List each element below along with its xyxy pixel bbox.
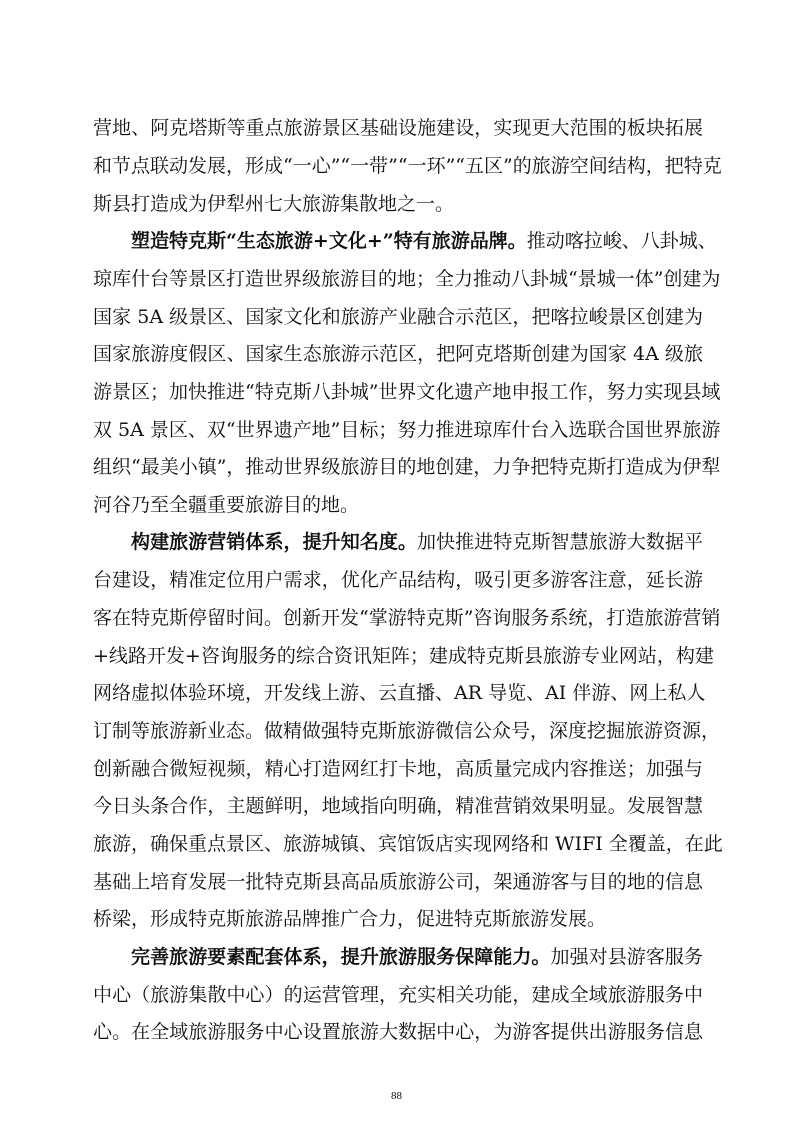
paragraph-2-line-8: 河谷乃至全疆重要旅游目的地。: [93, 494, 360, 516]
paragraph-3-line-6: 订制等旅游新业态。做精做强特克斯旅游微信公众号，深度挖掘旅游资源，: [93, 720, 721, 742]
paragraph-2-line-1: [131, 229, 717, 253]
paragraph-4-first-text: 加强对县游客服务: [550, 946, 703, 968]
paragraph-3-line-4: +线路开发+咨询服务的综合资讯矩阵；建成特克斯县旅游专业网站，构建: [93, 645, 714, 667]
paragraph-3-line-9: 旅游，确保重点景区、旅游城镇、宾馆饭店实现网络和 WIFI 全覆盖，在此: [93, 833, 723, 855]
paragraph-3-line-1: [131, 530, 703, 554]
paragraph-2-line-6: 双 5A 景区、双“世界遗产地”目标；努力推进琼库什台入选联合国世界旅游: [93, 419, 721, 441]
paragraph-3-first-text: 加快推进特克斯智慧旅游大数据平: [417, 531, 703, 553]
paragraph-3-line-5: 网络虚拟体验环境，开发线上游、云直播、AR 导览、AI 伴游、网上私人: [93, 682, 706, 704]
paragraph-1-line-1: 营地、阿克塔斯等重点旅游景区基础设施建设，实现更大范围的板块拓展: [93, 117, 703, 139]
paragraph-3-line-10: 基础上培育发展一批特克斯县高品质旅游公司，架通游客与目的地的信息: [93, 871, 703, 893]
page-number: 88: [391, 1090, 402, 1102]
paragraph-1-line-3: 斯县打造成为伊犁州七大旅游集散地之一。: [93, 193, 455, 215]
paragraph-2-first-text: 推动喀拉峻、八卦城、: [526, 230, 717, 252]
paragraph-2-line-4: 国家旅游度假区、国家生态旅游示范区，把阿克塔斯创建为国家 4A 级旅: [93, 343, 703, 365]
paragraph-1-line-2: 和节点联动发展，形成“一心”“一带”“一环”“五区”的旅游空间结构，把特克: [93, 155, 722, 177]
paragraph-2-line-5: 游景区；加快推进“特克斯八卦城”世界文化遗产地申报工作，努力实现县域: [93, 381, 721, 403]
paragraph-2-line-2: 琼库什台等景区打造世界级旅游目的地；全力推动八卦城“景城一体”创建为: [93, 268, 721, 290]
paragraph-4-line-2: 中心（旅游集散中心）的运营管理，充实相关功能，建成全域旅游服务中: [93, 984, 703, 1006]
paragraph-2-heading: 塑造特克斯“生态旅游+文化+”特有旅游品牌。: [131, 230, 527, 252]
paragraph-3-line-7: 创新融合微短视频，精心打造网红打卡地，高质量完成内容推送；加强与: [93, 758, 703, 780]
paragraph-3-line-11: 桥梁，形成特克斯旅游品牌推广合力，促进特克斯旅游发展。: [93, 908, 607, 930]
paragraph-4-line-1: [131, 945, 703, 969]
paragraph-2-line-3: 国家 5A 级景区、国家文化和旅游产业融合示范区，把喀拉峻景区创建为: [93, 306, 703, 328]
paragraph-3-line-8: 今日头条合作，主题鲜明，地域指向明确，精准营销效果明显。发展智慧: [93, 795, 703, 817]
paragraph-4-heading: 完善旅游要素配套体系，提升旅游服务保障能力。: [131, 946, 551, 968]
paragraph-2-line-7: 组织“最美小镇”，推动世界级旅游目的地创建，力争把特克斯打造成为伊犁: [93, 456, 721, 478]
paragraph-3-heading: 构建旅游营销体系，提升知名度。: [131, 531, 418, 553]
paragraph-3-line-2: 台建设，精准定位用户需求，优化产品结构，吸引更多游客注意，延长游: [93, 569, 703, 591]
paragraph-4-line-3: 心。在全域旅游服务中心设置旅游大数据中心，为游客提供出游服务信息: [93, 1021, 703, 1043]
paragraph-3-line-3: 客在特克斯停留时间。创新开发“掌游特克斯”咨询服务系统，打造旅游营销: [93, 607, 721, 629]
